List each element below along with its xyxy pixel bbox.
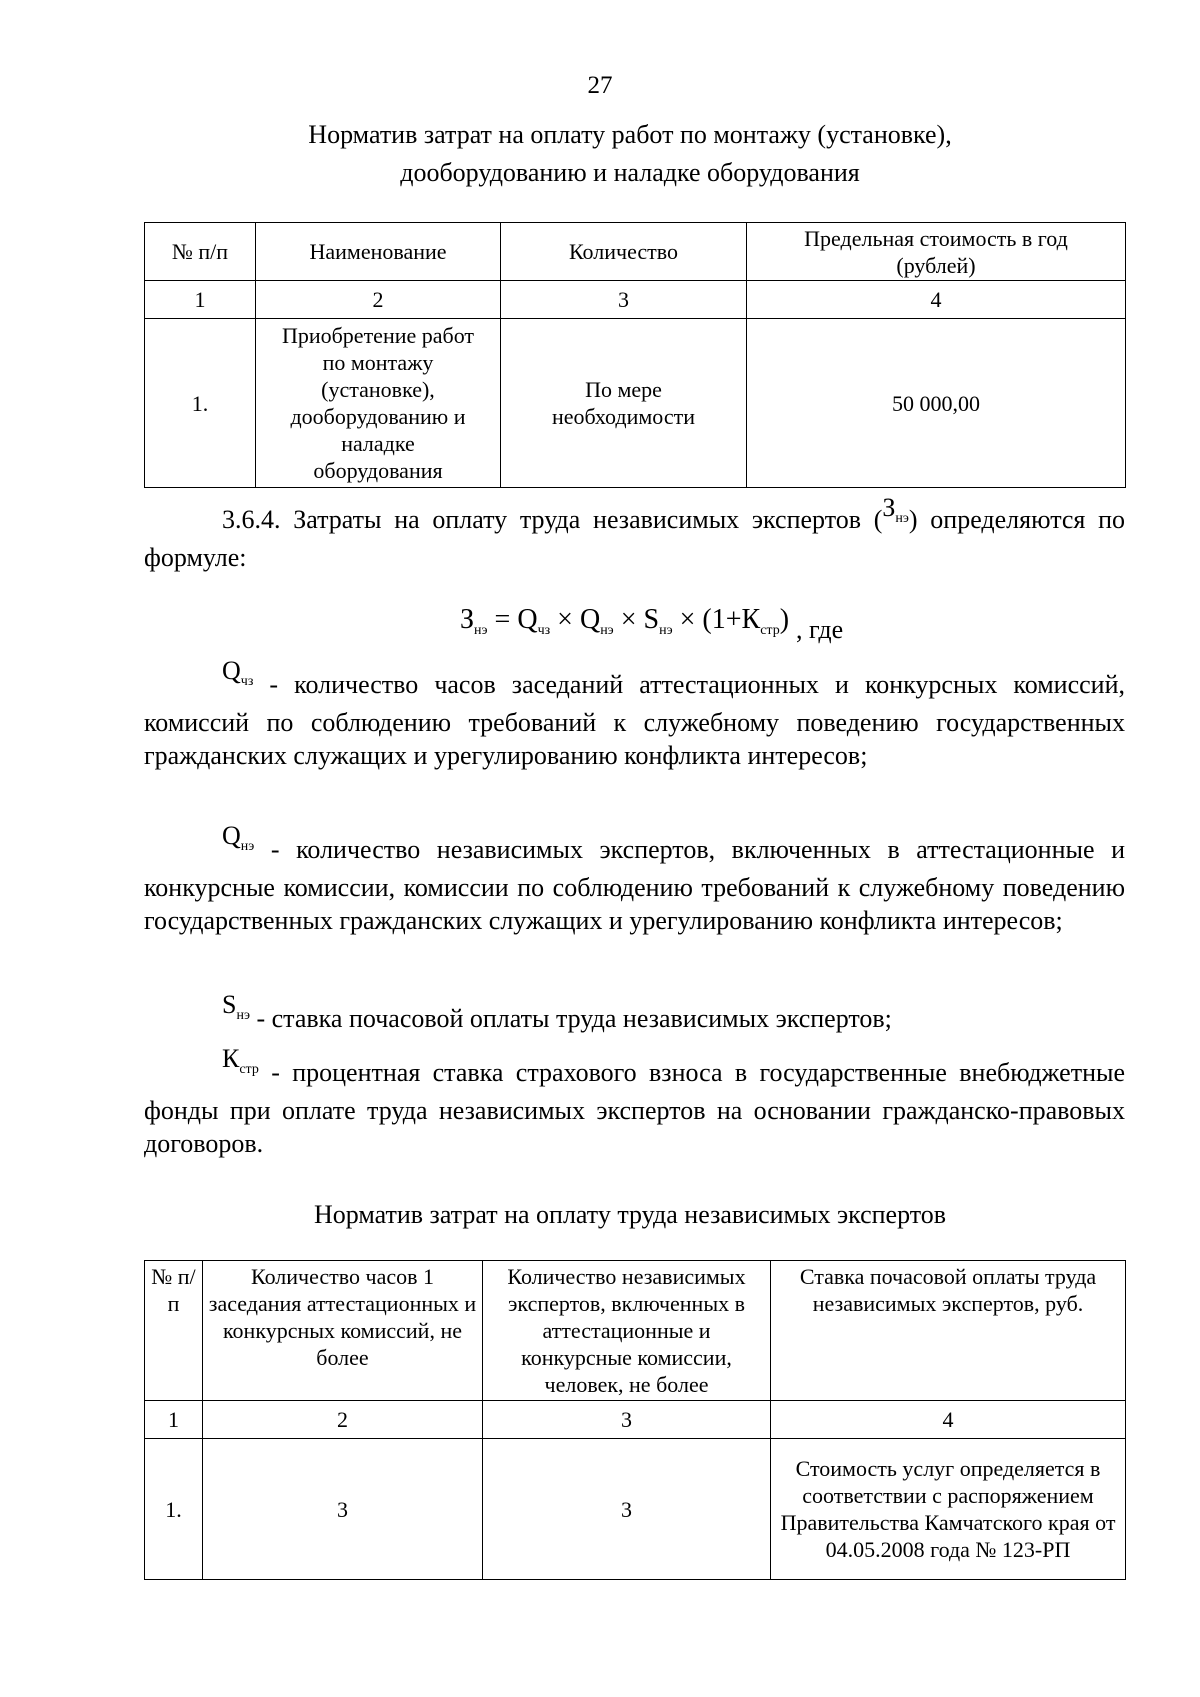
symbol-q-ne: $Q_{нэ}$ bbox=[222, 821, 255, 854]
quantity-cell: По мере необходимости bbox=[501, 319, 747, 488]
table-row bbox=[145, 1439, 1126, 1580]
rate-cell: Стоимость услуг определяется в соответствии с распоряжением Правительства Камчатского края от 04.05.2008 года № 123-РП bbox=[771, 1439, 1126, 1580]
table1-title-line2: дооборудованию и наладке оборудования bbox=[400, 158, 860, 187]
header-cell: № п/п bbox=[145, 1261, 203, 1401]
symbol-s-ne: $S_{нэ}$ bbox=[222, 990, 250, 1023]
definition-text: - ставка почасовой оплаты труда независимых экспертов; bbox=[256, 1004, 892, 1033]
column-number-row bbox=[145, 281, 1126, 319]
header-cell: Предельная стоимость в год (рублей) bbox=[747, 223, 1126, 281]
definition-text: - процентная ставка страхового взноса в государственные внебюджетные фонды при оплате труда независимых экспертов на основании гражданско-правовых договоров. bbox=[144, 1058, 1125, 1158]
hours-cell: 3 bbox=[203, 1439, 483, 1580]
formula: $З_{нэ} = Q_{чз} \times Q_{нэ} \times S_{нэ} \times (1+К_{стр})$ , где bbox=[460, 604, 844, 644]
table-row bbox=[145, 319, 1126, 488]
formula-where: , где bbox=[796, 615, 844, 644]
table1-title-line1: Норматив затрат на оплату работ по монтажу (установке), bbox=[308, 120, 952, 149]
header-cell: Наименование bbox=[256, 223, 501, 281]
header-cell: Количество часов 1 заседания аттестационных и конкурсных комиссий, не более bbox=[203, 1261, 483, 1401]
cost-cell: 50 000,00 bbox=[747, 319, 1126, 488]
row-number-cell: 1. bbox=[145, 319, 256, 488]
header-cell: Количество независимых экспертов, включенных в аттестационные и конкурсные комиссии, человек, не более bbox=[483, 1261, 771, 1401]
column-number-row bbox=[145, 1401, 1126, 1439]
table-header-row bbox=[145, 1261, 1126, 1401]
definition-k-str bbox=[144, 1044, 1125, 1160]
definition-text: - количество независимых экспертов, включенных в аттестационные и конкурсные комиссии, комиссии по соблюдению требований к служебному поведению государственных гражданских служащих и урегулированию конфликта интересов; bbox=[144, 835, 1125, 935]
table2-title: Норматив затрат на оплату труда независимых экспертов bbox=[313, 1200, 947, 1229]
definition-text: - количество часов заседаний аттестационных и конкурсных комиссий, комиссий по соблюдению требований к служебному поведению государственных гражданских служащих и урегулированию конфликта интересов; bbox=[144, 670, 1126, 770]
column-number-cell: 2 bbox=[256, 281, 501, 319]
work-cost-table bbox=[144, 222, 1126, 488]
table1-title bbox=[140, 116, 1120, 192]
intro-text-before: 3.6.4. Затраты на оплату труда независимых экспертов ( bbox=[222, 505, 883, 534]
page-number: 27 bbox=[587, 72, 613, 99]
name-cell: Приобретение работ по монтажу (установке), дооборудованию и наладке оборудования bbox=[256, 319, 501, 488]
intro-text-after: ) определяются по формуле: bbox=[144, 505, 1125, 572]
symbol-q-chz: $Q_{чз}$ bbox=[222, 656, 254, 689]
header-cell: Ставка почасовой оплаты труда независимых экспертов, руб. bbox=[771, 1261, 1126, 1401]
experts-cell: 3 bbox=[483, 1439, 771, 1580]
symbol-k-str: $К_{стр}$ bbox=[222, 1044, 259, 1077]
table-header-row bbox=[145, 223, 1126, 281]
definition-q-ne bbox=[144, 821, 1125, 937]
header-cell: Количество bbox=[501, 223, 747, 281]
row-number-cell: 1. bbox=[145, 1439, 203, 1580]
column-number-cell: 1 bbox=[145, 1401, 203, 1439]
column-number-cell: 3 bbox=[501, 281, 747, 319]
header-cell: № п/п bbox=[145, 223, 256, 281]
column-number-cell: 1 bbox=[145, 281, 256, 319]
experts-cost-table bbox=[144, 1260, 1126, 1580]
column-number-cell: 4 bbox=[747, 281, 1126, 319]
section-intro bbox=[144, 493, 1125, 574]
column-number-cell: 4 bbox=[771, 1401, 1126, 1439]
column-number-cell: 3 bbox=[483, 1401, 771, 1439]
column-number-cell: 2 bbox=[203, 1401, 483, 1439]
symbol-z-ne: $З_{нэ}$ bbox=[882, 493, 909, 526]
definition-s-ne bbox=[144, 990, 1125, 1040]
definition-q-chz bbox=[144, 656, 1126, 772]
